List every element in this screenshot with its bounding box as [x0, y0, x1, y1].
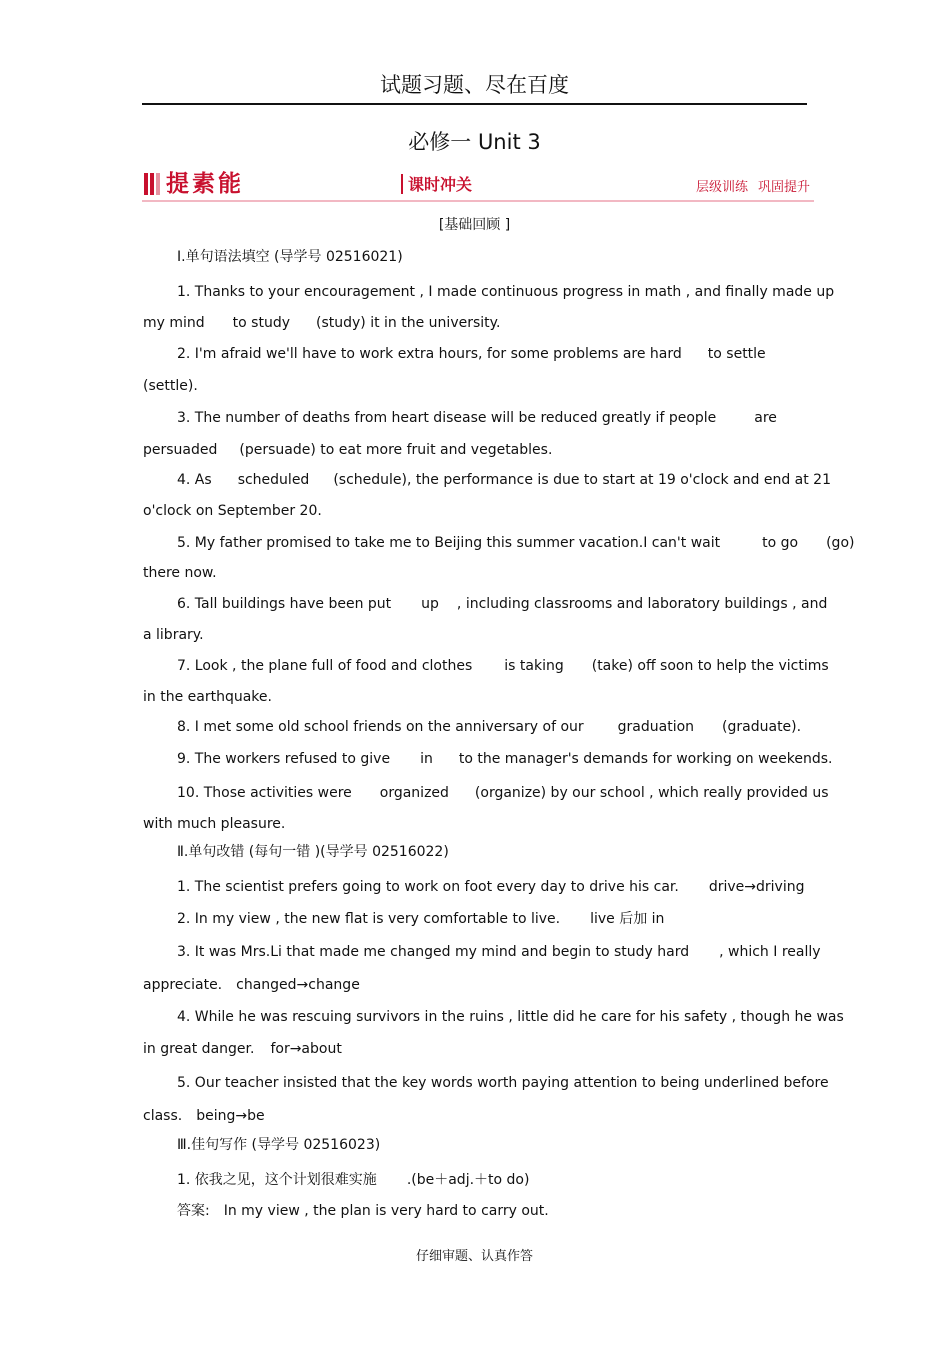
banner-main-title: 提素能: [166, 171, 244, 197]
s2-q3-line2: [143, 976, 360, 994]
s1-q3-line2: [143, 441, 552, 459]
banner-tagline: [696, 180, 810, 196]
banner-separator: [401, 174, 403, 194]
s1-q8-rest: (graduate).: [722, 719, 802, 735]
s1-q8-line1: [177, 718, 801, 736]
banner-stripes-icon: [144, 173, 160, 195]
s1-q3-answer: are: [754, 410, 777, 426]
s3-q1-hint: .(be＋adj.＋to do): [406, 1172, 530, 1188]
s1-q2-text: 2. I'm afraid we'll have to work extra hours, for some problems are hard: [177, 346, 682, 362]
s1-q6-text: 6. Tall buildings have been put: [177, 596, 392, 612]
s3-q1-answer-label: 答案:: [177, 1203, 210, 1219]
s1-q7-line2: in the earthquake.: [143, 689, 272, 705]
s1-q2-answer: to settle: [707, 346, 766, 362]
s2-q4-fix: for→about: [270, 1041, 342, 1057]
s1-q7-rest: (take) off soon to help the victims: [591, 658, 829, 674]
s1-q1-line2: [143, 314, 500, 332]
s2-q2-line1: [177, 910, 664, 928]
s1-q9-text: 9. The workers refused to give: [177, 751, 391, 767]
s2-q1-text: 1. The scientist prefers going to work on foot every day to drive his car.: [177, 879, 679, 895]
document-title: 必修一 Unit 3: [408, 130, 541, 154]
s2-q3-text2: appreciate.: [143, 977, 223, 993]
s2-q1-fix: drive→driving: [708, 879, 805, 895]
section1-heading: Ⅰ.单句语法填空 (导学号 02516021): [177, 249, 403, 265]
banner-tagline-2: 巩固提升: [757, 180, 810, 195]
review-label: [基础回顾 ]: [438, 217, 511, 233]
s1-q3-line1: [177, 409, 777, 427]
s1-q6-rest: , including classrooms and laboratory buildings , and: [456, 596, 828, 612]
s1-q4-rest: (schedule), the performance is due to start at 19 o'clock and end at 21: [333, 472, 831, 488]
s1-q3-rest: (persuade) to eat more fruit and vegetables.: [239, 442, 553, 458]
s1-q1-line1: 1. Thanks to your encouragement , I made continuous progress in math , and finally made up: [177, 284, 835, 300]
s1-q1-answer: to study: [232, 315, 291, 331]
s3-q1-line1: [177, 1171, 529, 1189]
s1-q5-line2: there now.: [143, 565, 217, 581]
s2-q3-text: 3. It was Mrs.Li that made me changed my mind and begin to study hard: [177, 944, 690, 960]
s1-q5-line1: [177, 534, 854, 552]
s1-q9-answer: in: [420, 751, 433, 767]
banner-tagline-1: 层级训练: [695, 180, 748, 195]
s1-q10-line2: with much pleasure.: [143, 816, 286, 832]
s1-q10-text: 10. Those activities were: [177, 785, 352, 801]
s2-q3-rest: , which I really: [719, 944, 821, 960]
s1-q7-text: 7. Look , the plane full of food and clothes: [177, 658, 473, 674]
s1-q8-answer: graduation: [617, 719, 695, 735]
s2-q2-text: 2. In my view , the new flat is very comfortable to live.: [177, 911, 561, 927]
s1-q1-text: my mind: [143, 315, 205, 331]
s3-q1-answer: In my view , the plan is very hard to carry out.: [223, 1203, 549, 1219]
s1-q4-answer: scheduled: [237, 472, 310, 488]
s1-q5-answer: to go: [762, 535, 799, 551]
s2-q2-fix: live 后加 in: [590, 911, 665, 927]
s1-q2-line1: [177, 345, 766, 363]
page-header: 试题习题、尽在百度: [142, 70, 807, 105]
s1-q10-line1: [177, 784, 829, 802]
banner-subtitle: 课时冲关: [408, 175, 473, 194]
s1-q10-rest: (organize) by our school , which really provided us: [474, 785, 829, 801]
s2-q4-line2: [143, 1040, 342, 1058]
s2-q5-text2: class.: [143, 1108, 183, 1124]
section-banner: [142, 170, 814, 202]
s3-q1-text: 1. 依我之见，这个计划很难实施: [177, 1172, 377, 1188]
s2-q4-line1: 4. While he was rescuing survivors in the ruins , little did he care for his safety , though he was: [177, 1009, 844, 1025]
s1-q6-answer: up: [421, 596, 439, 612]
page-footer: 仔细审题、认真作答: [415, 1249, 533, 1264]
s1-q9-rest: to the manager's demands for working on weekends.: [458, 751, 833, 767]
s1-q6-line2: a library.: [143, 627, 204, 643]
s1-q4-line2: o'clock on September 20.: [143, 503, 322, 519]
section2-heading: Ⅱ.单句改错 (每句一错 )(导学号 02516022): [177, 844, 449, 860]
s2-q1-line1: [177, 878, 804, 896]
s2-q3-line1: [177, 943, 821, 961]
s1-q10-answer: organized: [379, 785, 449, 801]
s1-q2-line2: (settle).: [143, 378, 198, 394]
s3-q1-answer-line: [177, 1202, 549, 1220]
s1-q7-answer: is taking: [504, 658, 564, 674]
s1-q3-text: 3. The number of deaths from heart disease will be reduced greatly if people: [177, 410, 717, 426]
s1-q3-answer2: persuaded: [143, 442, 218, 458]
s1-q5-text: 5. My father promised to take me to Beijing this summer vacation.I can't wait: [177, 535, 721, 551]
s1-q8-text: 8. I met some old school friends on the anniversary of our: [177, 719, 584, 735]
s2-q3-fix: changed→change: [236, 977, 360, 993]
section3-heading: Ⅲ.佳句写作 (导学号 02516023): [177, 1137, 381, 1153]
s1-q4-line1: [177, 471, 831, 489]
s2-q5-line1: 5. Our teacher insisted that the key words worth paying attention to being underlined before: [177, 1075, 829, 1091]
s1-q9-line1: [177, 750, 832, 768]
s2-q4-text2: in great danger.: [143, 1041, 255, 1057]
s1-q6-line1: [177, 595, 827, 613]
s1-q1-rest: (study) it in the university.: [316, 315, 501, 331]
s1-q7-line1: [177, 657, 829, 675]
s2-q5-fix: being→be: [196, 1108, 265, 1124]
s1-q5-rest: (go): [826, 535, 855, 551]
s2-q5-line2: [143, 1107, 265, 1125]
s1-q4-text: 4. As: [177, 472, 212, 488]
